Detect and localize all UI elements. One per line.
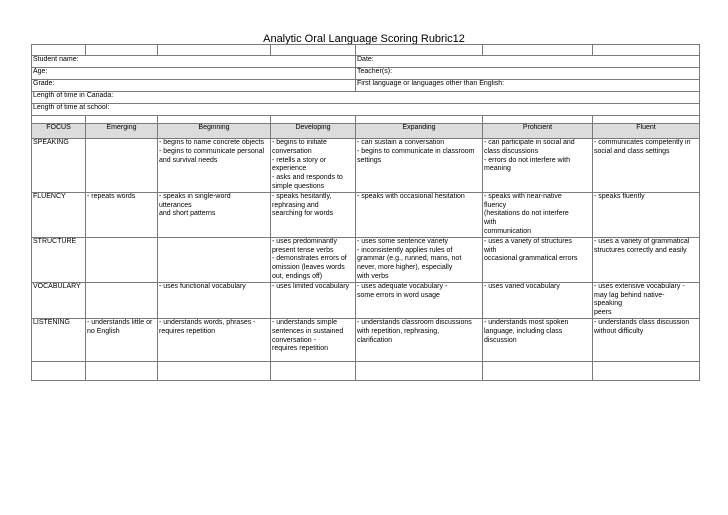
focus-cell: VOCABULARY bbox=[32, 282, 86, 318]
expanding-cell: - speaks with occasional hesitation bbox=[356, 192, 483, 237]
header-expanding: Expanding bbox=[356, 124, 483, 139]
proficient-cell: - can participate in social and class discussions - errors do not interfere with meaning bbox=[483, 139, 593, 193]
beginning-cell: - uses functional vocabulary bbox=[158, 282, 271, 318]
table-row bbox=[32, 237, 700, 282]
developing-cell: - begins to initiate conversation - retells a story or experience - asks and responds to simple questions bbox=[271, 139, 356, 193]
developing-cell: - speaks hesitantly, rephrasing and searching for words bbox=[271, 192, 356, 237]
expanding-cell: - can sustain a conversation - begins to communicate in classroom settings bbox=[356, 139, 483, 193]
fluent-cell: - uses a variety of grammatical structures correctly and easily bbox=[593, 237, 700, 282]
developing-cell: - uses predominantly present tense verbs - demonstrates errors of omission (leaves words out, endings off) bbox=[271, 237, 356, 282]
proficient-cell: - uses varied vocabulary bbox=[483, 282, 593, 318]
table-row bbox=[32, 192, 700, 237]
fluent-cell: - understands class discussion without difficulty bbox=[593, 318, 700, 361]
table-row bbox=[32, 318, 700, 361]
focus-cell: SPEAKING bbox=[32, 139, 86, 193]
header-focus: FOCUS bbox=[32, 124, 86, 139]
beginning-cell: - speaks in single-word utterances and short patterns bbox=[158, 192, 271, 237]
age-field[interactable]: Age: bbox=[32, 68, 356, 80]
proficient-cell: - uses a variety of structures with occasional grammatical errors bbox=[483, 237, 593, 282]
header-emerging: Emerging bbox=[86, 124, 158, 139]
header-fluent: Fluent bbox=[593, 124, 700, 139]
focus-cell: LISTENING bbox=[32, 318, 86, 361]
emerging-cell bbox=[86, 237, 158, 282]
grade-field[interactable]: Grade: bbox=[32, 80, 356, 92]
beginning-cell: - begins to name concrete objects - begins to communicate personal and survival needs bbox=[158, 139, 271, 193]
teachers-field[interactable]: Teacher(s): bbox=[356, 68, 700, 80]
header-developing: Developing bbox=[271, 124, 356, 139]
info-row-age bbox=[32, 68, 700, 80]
spacer-row bbox=[32, 45, 700, 56]
time-at-school-field[interactable]: Length of time at school: bbox=[32, 104, 700, 116]
proficient-cell: - speaks with near-native fluency (hesitations do not interfere with communication bbox=[483, 192, 593, 237]
date-field[interactable]: Date: bbox=[356, 56, 700, 68]
developing-cell: - understands simple sentences in sustained conversation - requires repetition bbox=[271, 318, 356, 361]
fluent-cell: - speaks fluently bbox=[593, 192, 700, 237]
spacer-row bbox=[32, 116, 700, 124]
emerging-cell bbox=[86, 139, 158, 193]
fluent-cell: - uses extensive vocabulary - may lag behind native- speaking peers bbox=[593, 282, 700, 318]
table-row bbox=[32, 282, 700, 318]
fluent-cell: - communicates competently in social and class settings bbox=[593, 139, 700, 193]
table-row bbox=[32, 139, 700, 193]
proficient-cell: - understands most spoken language, including class discussion bbox=[483, 318, 593, 361]
expanding-cell: - uses adequate vocabulary - some errors in word usage bbox=[356, 282, 483, 318]
header-beginning: Beginning bbox=[158, 124, 271, 139]
emerging-cell: - repeats words bbox=[86, 192, 158, 237]
developing-cell: - uses limited vocabulary bbox=[271, 282, 356, 318]
rubric-table bbox=[31, 44, 700, 381]
emerging-cell bbox=[86, 282, 158, 318]
info-row-school bbox=[32, 104, 700, 116]
info-row-canada bbox=[32, 92, 700, 104]
focus-cell: STRUCTURE bbox=[32, 237, 86, 282]
info-row-grade bbox=[32, 80, 700, 92]
expanding-cell: - uses some sentence variety - inconsistently applies rules of grammar (e.g., runned, mans, not never, more higher), especially with verbs bbox=[356, 237, 483, 282]
first-language-field[interactable]: First language or languages other than English: bbox=[356, 80, 700, 92]
beginning-cell bbox=[158, 237, 271, 282]
expanding-cell: - understands classroom discussions with repetition, rephrasing, clarification bbox=[356, 318, 483, 361]
header-row bbox=[32, 124, 700, 139]
emerging-cell: - understands little or no English bbox=[86, 318, 158, 361]
page-title: Analytic Oral Language Scoring Rubric12 bbox=[263, 33, 465, 45]
info-row-name bbox=[32, 56, 700, 68]
beginning-cell: - understands words, phrases - requires repetition bbox=[158, 318, 271, 361]
spacer-row bbox=[32, 361, 700, 380]
time-in-canada-field[interactable]: Length of time in Canada: bbox=[32, 92, 700, 104]
header-proficient: Proficient bbox=[483, 124, 593, 139]
focus-cell: FLUENCY bbox=[32, 192, 86, 237]
student-name-field[interactable]: Student name: bbox=[32, 56, 356, 68]
